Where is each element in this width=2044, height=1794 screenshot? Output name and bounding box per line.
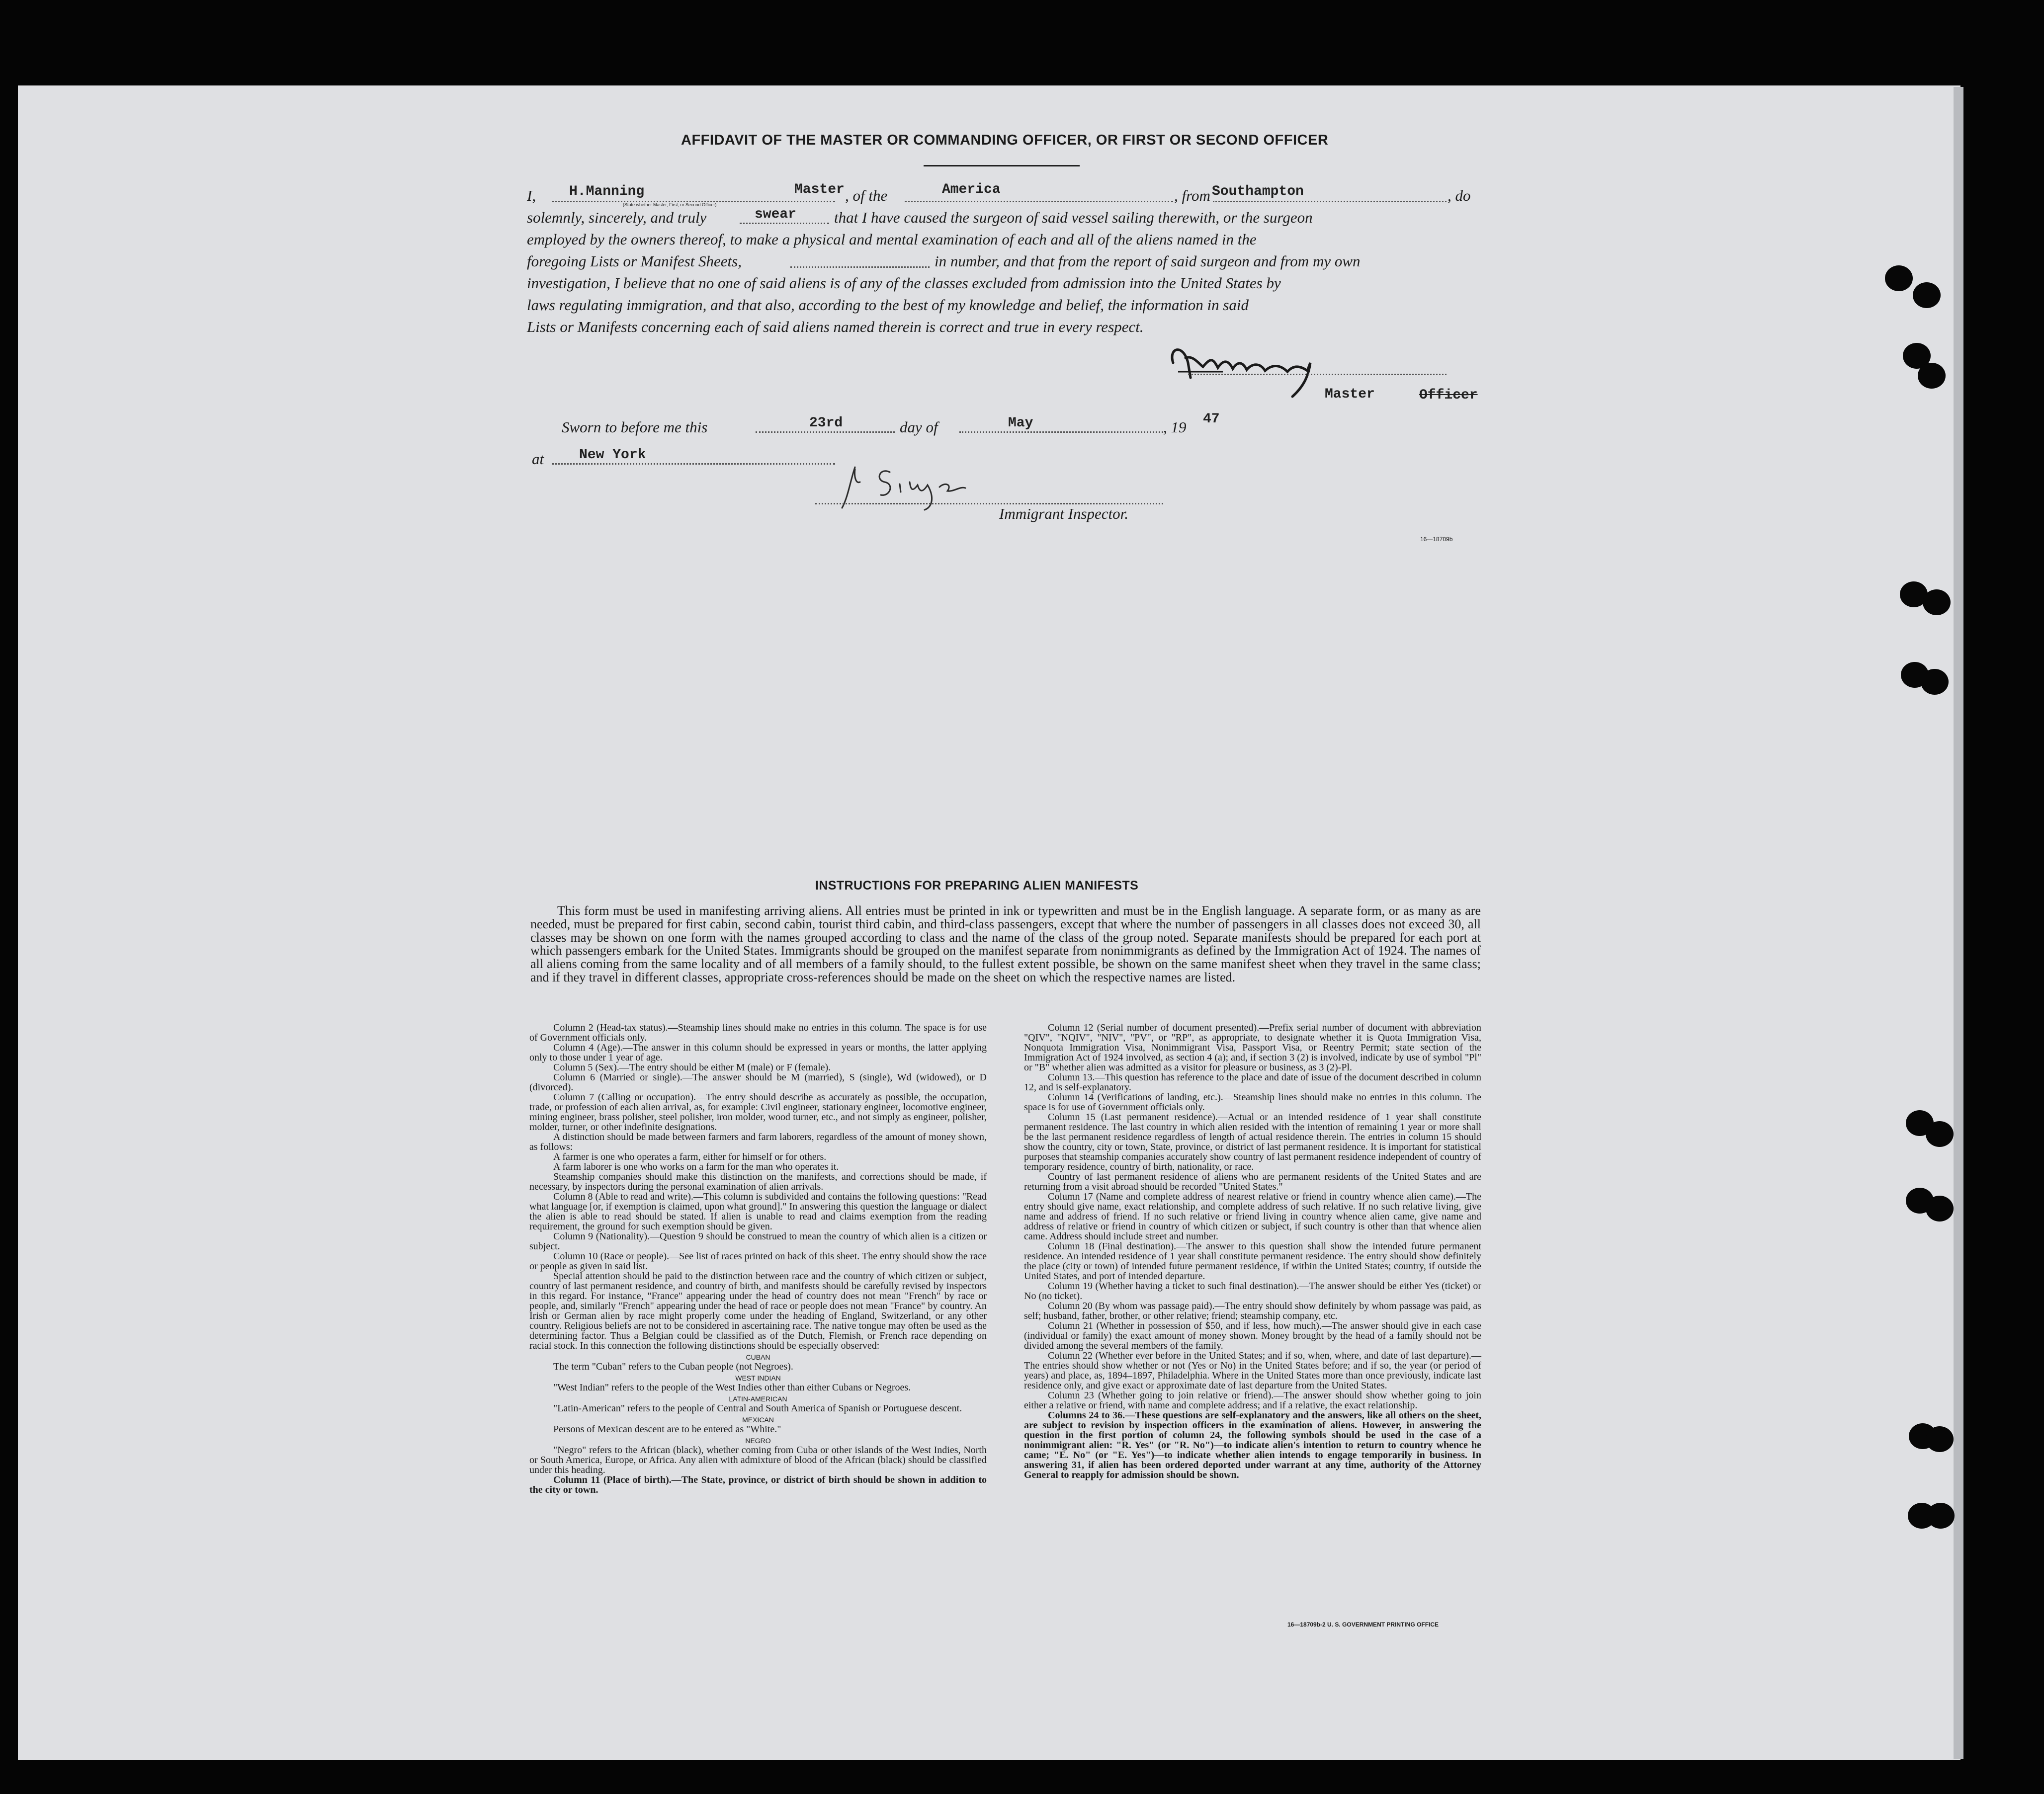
instruction-paragraph: Column 21 (Whether in possession of $50, and if less, how much).—The answer should give in each case (individual or family) the exact amount of money shown. Money brought by the head of a family should not be divided among the several members of the family. <box>1024 1320 1481 1351</box>
sworn-month: May <box>1008 415 1033 431</box>
instruction-paragraph: Column 17 (Name and complete address of nearest relative or friend in country whence alien came).—The entry should give name, exact relationship, and complete address of such relative. If no such relative living, give name and address of friend. If no such relative or friend living in country whence alien came, give name and address of relative or friend in country of which citizen or subject, if such country is other than that whence alien came. Address should include street and number. <box>1024 1191 1481 1242</box>
instruction-paragraph: "Negro" refers to the African (black), whether coming from Cuba or other islands of the West Indies, North or South America, Europe, or Africa. Any alien with admixture of blood of the African (black) should be classified under this heading. <box>529 1445 987 1475</box>
port-blank <box>1213 201 1447 202</box>
inspector-line <box>815 503 1163 504</box>
instructions-right-column <box>1024 1023 1481 1480</box>
punch-hole <box>1927 1503 1955 1529</box>
form-code: 16—18709b <box>1420 536 1453 543</box>
race-heading: MEXICAN <box>742 1416 774 1424</box>
instruction-paragraph: Column 19 (Whether having a ticket to such final destination).—The answer should be either Yes (ticket) or No (no ticket). <box>1024 1281 1481 1302</box>
sheet-edge <box>1954 87 1963 1759</box>
departure-port: Southampton <box>1212 184 1304 199</box>
instruction-paragraph: Column 18 (Final destination).—The answer to this question shall show the intended future permanent residence. An intended residence of 1 year shall constitute permanent residence. The entry should show definitely the place (city or town) of intended future permanent residence, if within the United States; country, if outside the United States, and port of intended departure. <box>1024 1241 1481 1282</box>
instruction-paragraph: Column 23 (Whether going to join relative or friend).—The answer should show whether going to join either a relative or friend, with name and complete address; and if a relative, the exact relationship. <box>1024 1390 1481 1411</box>
instruction-paragraph: A farmer is one who operates a farm, either for himself or for others. <box>553 1151 827 1162</box>
day-of-text: day of <box>900 418 938 436</box>
of-the-text: , of the <box>845 187 888 204</box>
instructions-title: INSTRUCTIONS FOR PREPARING ALIEN MANIFESTS <box>815 879 1139 893</box>
instruction-paragraph: Persons of Mexican descent are to be entered as "White." <box>553 1424 781 1435</box>
inspector-title: Immigrant Inspector. <box>999 505 1129 522</box>
signer-title: Master <box>1325 387 1375 402</box>
signature-line <box>1188 374 1447 375</box>
race-heading: NEGRO <box>745 1437 771 1445</box>
signer-title-struck: Officer <box>1419 388 1478 403</box>
at-text: at <box>532 450 544 468</box>
instruction-paragraph: Column 11 (Place of birth).—The State, province, or district of birth should be shown in addition to the city or town. <box>529 1474 987 1495</box>
year-prefix: , 19 <box>1163 418 1187 436</box>
affidavit-i: I, <box>527 187 536 204</box>
instruction-paragraph: Column 22 (Whether ever before in the United States; and if so, when, where, and date of last departure).—The entries should show whether or not (Yes or No) in the United States before; and if so, the year (or period of years) and place, as, 1894–1897, Philadelphia. Where in the United States more than once previously, indicate last residence only, and give exact or approximate date of last departure from the United States. <box>1024 1350 1481 1391</box>
vessel-name: America <box>942 182 1001 197</box>
master-name: H.Manning <box>569 184 645 199</box>
affidavit-line-2a: solemnly, sincerely, and truly <box>527 209 707 226</box>
month-blank <box>959 431 1163 433</box>
instruction-paragraph: Column 10 (Race or people).—See list of races printed on back of this sheet. The entry should show the race or people as given in said list. <box>529 1251 987 1272</box>
from-text: , from <box>1174 187 1210 204</box>
instruction-paragraph: Column 12 (Serial number of document presented).—Prefix serial number of document with abbreviation "QIV", "NQIV", "NIV", "PV", or "RP", as appropriate, to designate whether it is Quota Immigration Visa, Nonquota Immigration Visa, Nonimmigrant Visa, Passport Visa, or Reentry Permit; state section of the Immigration Act of 1924 involved, as section 4 (a); and, if section 3 (2) is involved, indicate by use of symbol "Pl" or "B" whether alien was admitted as a visitor for pleasure or business, as 3 (2)-Pl. <box>1024 1022 1481 1073</box>
instruction-paragraph: Columns 24 to 36.—These questions are self-explanatory and the answers, like all others on the sheet, are subject to revision by inspection officers in the examination of aliens. However, in answering the question in the first portion of column 24, the following symbols should be used in the case of a nonimmigrant alien: "R. Yes" (or "R. No")—to indicate alien's intention to return to country whence he came; "E. No" (or "E. Yes")—to indicate whether alien intends to engage temporarily in business. In answering 31, if alien has been ordered deported under warrant at any time, authority of the Attorney General to reapply for admission should be shown. <box>1024 1410 1481 1480</box>
instruction-paragraph: A distinction should be made between farmers and farm laborers, regardless of the amount of money shown, as follows: <box>529 1132 987 1152</box>
sworn-place: New York <box>579 447 646 463</box>
master-signature <box>1163 328 1332 403</box>
oath-word: swear <box>755 207 797 222</box>
instruction-paragraph: Column 15 (Last permanent residence).—Actual or an intended residence of 1 year shall constitute permanent residence. The last country in which alien resided with the intention of remaining 1 year or more shall be the last permanent residence regardless of length of actual residence therein. The entries in column 15 should show the country, city or town, State, province, or district of last permanent residence. It is important for statistical purposes that steamship companies accurately show country of last permanent residence independent of country of temporary residence, country of birth, nationality, or race. <box>1024 1112 1481 1172</box>
sworn-day: 23rd <box>809 415 843 431</box>
title-rule <box>924 165 1080 166</box>
punch-hole <box>1921 669 1949 695</box>
rank-hint: (State whether Master, First, or Second Officer) <box>623 202 717 207</box>
inspector-signature <box>835 462 1004 512</box>
race-heading: WEST INDIAN <box>735 1374 781 1382</box>
instruction-paragraph: Country of last permanent residence of aliens who are permanent residents of the United States and are returning from a visit abroad should be recorded "United States." <box>1024 1171 1481 1192</box>
punch-hole <box>1918 363 1946 389</box>
affidavit-title: AFFIDAVIT OF THE MASTER OR COMMANDING OFFICER, OR FIRST OR SECOND OFFICER <box>681 132 1329 148</box>
instruction-paragraph: The term "Cuban" refers to the Cuban people (not Negroes). <box>553 1361 793 1372</box>
instruction-paragraph: Column 4 (Age).—The answer in this column should be expressed in years or months, the latter applying only to those under 1 year of age. <box>529 1042 987 1063</box>
punch-hole <box>1926 1426 1954 1452</box>
instruction-paragraph: Steamship companies should make this distinction on the manifests, and corrections should be made, if necessary, by inspectors during the personal examination of alien arrivals. <box>529 1171 987 1192</box>
instruction-paragraph: Column 2 (Head-tax status).—Steamship lines should make no entries in this column. The space is for use of Government officials only. <box>529 1022 987 1043</box>
vessel-blank <box>905 201 1173 202</box>
instruction-paragraph: Column 7 (Calling or occupation).—The entry should describe as accurately as possible, the occupation, trade, or profession of each alien arrival, as, for example: Civil engineer, stationary engineer, locomotive engineer, mining engineer, brass polisher, steel polisher, iron molder, wood turner, etc., and not simply as engineer, polisher, molder, turner, or other indefinite designations. <box>529 1092 987 1133</box>
affidavit-line-4a: foregoing Lists or Manifest Sheets, <box>527 252 742 270</box>
sworn-text: Sworn to before me this <box>562 418 708 436</box>
affidavit-line-5: investigation, I believe that no one of said aliens is of any of the classes excluded from admission into the United States by <box>527 274 1281 292</box>
printing-office-footer: 16—18709b-2 U. S. GOVERNMENT PRINTING OFFICE <box>1287 1621 1439 1628</box>
officer-rank: Master <box>794 182 845 197</box>
instruction-paragraph: Column 13.—This question has reference to the place and date of issue of the document described in column 12, and is self-explanatory. <box>1024 1072 1481 1093</box>
instruction-paragraph: Column 20 (By whom was passage paid).—The entry should show definitely by whom passage was paid, as self; husband, father, brother, or other relative; friend; steamship company, etc. <box>1024 1301 1481 1321</box>
punch-hole <box>1926 1121 1954 1147</box>
instructions-intro: This form must be used in manifesting arriving aliens. All entries must be printed in ink or typewritten and must be in the English language. A separate form, or as many as are needed, must be prepared for first cabin, second cabin, tourist third cabin, and third-class passengers, except that where the number of passengers in all classes does not exceed 30, all classes may be shown on one form with the names grouped according to class and the name of the class of the group noted. Separate manifests should be prepared for each port at which passengers embark for the United States. Immigrants should be grouped on the manifest separate from nonimmigrants as defined by the Immigration Act of 1924. The names of all aliens coming from the same locality and of all members of a family should, to the fullest extent possible, be shown on the same manifest sheet when they travel in the same class; and if they travel in different classes, appropriate cross-references should be made on the sheet on which the respective names are listed. <box>530 903 1481 984</box>
year-suffix: 47 <box>1203 411 1220 427</box>
affidavit-line-2b: that I have caused the surgeon of said vessel sailing therewith, or the surgeon <box>834 209 1313 226</box>
place-blank <box>552 463 835 465</box>
punch-hole <box>1885 265 1913 291</box>
affidavit-line-6: laws regulating immigration, and that also, according to the best of my knowledge and belief, the information in said <box>527 296 1249 314</box>
affidavit-line-3: employed by the owners thereof, to make a physical and mental examination of each and all of the aliens named in the <box>527 231 1257 248</box>
instruction-paragraph: A farm laborer is one who works on a farm for the man who operates it. <box>553 1161 839 1172</box>
instruction-paragraph: Column 8 (Able to read and write).—This column is subdivided and contains the following questions: "Read what language [or, if exemption is claimed, upon what ground]." In answering this question the language or dialect the alien is able to read should be stated. If alien is unable to read and claims exemption from the reading requirement, the ground for such exemption should be given. <box>529 1191 987 1232</box>
instruction-paragraph: Column 9 (Nationality).—Question 9 should be construed to mean the country of which alien is a citizen or subject. <box>529 1231 987 1252</box>
day-blank <box>756 431 895 433</box>
instruction-paragraph: Column 5 (Sex).—The entry should be either M (male) or F (female). <box>553 1062 831 1073</box>
punch-hole <box>1913 282 1941 308</box>
punch-hole <box>1923 589 1951 615</box>
oath-blank <box>740 223 829 224</box>
instruction-paragraph: "Latin-American" refers to the people of Central and South America of Spanish or Portuguese descent. <box>553 1403 962 1414</box>
count-blank <box>790 266 930 268</box>
instruction-paragraph: Column 6 (Married or single).—The answer should be M (married), S (single), Wd (widowed), or D (divorced). <box>529 1072 987 1093</box>
instruction-paragraph: Column 14 (Verifications of landing, etc.).—Steamship lines should make no entries in this column. The space is for use of Government officials only. <box>1024 1092 1481 1113</box>
do-text: , do <box>1448 187 1471 204</box>
punch-hole <box>1926 1196 1954 1222</box>
instruction-paragraph: Special attention should be paid to the distinction between race and the country of which citizen or subject, country of last permanent residence, and country of birth, and manifests should be carefully revised by inspectors in this regard. For instance, "France" appearing under the head of country does not mean "French" by race or people, and, similarly "French" appearing under the head of race or people does not mean "France" by country. An Irish or German alien by race might properly come under the heading of England, Switzerland, or any other country. Religious beliefs are not to be considered in ascertaining race. The native tongue may often be used as the determining factor. Thus a Belgian could be classified as of the Dutch, Flemish, or French race depending on racial stock. In this connection the following distinctions should be especially observed: <box>529 1271 987 1351</box>
race-heading: LATIN-AMERICAN <box>729 1395 787 1403</box>
instructions-left-column <box>529 1023 987 1495</box>
race-heading: CUBAN <box>746 1353 770 1361</box>
instruction-paragraph: "West Indian" refers to the people of the West Indies other than either Cubans or Negroes. <box>553 1382 911 1393</box>
affidavit-line-7: Lists or Manifests concerning each of said aliens named therein is correct and true in every respect. <box>527 318 1144 335</box>
affidavit-line-4b: in number, and that from the report of said surgeon and from my own <box>935 252 1361 270</box>
